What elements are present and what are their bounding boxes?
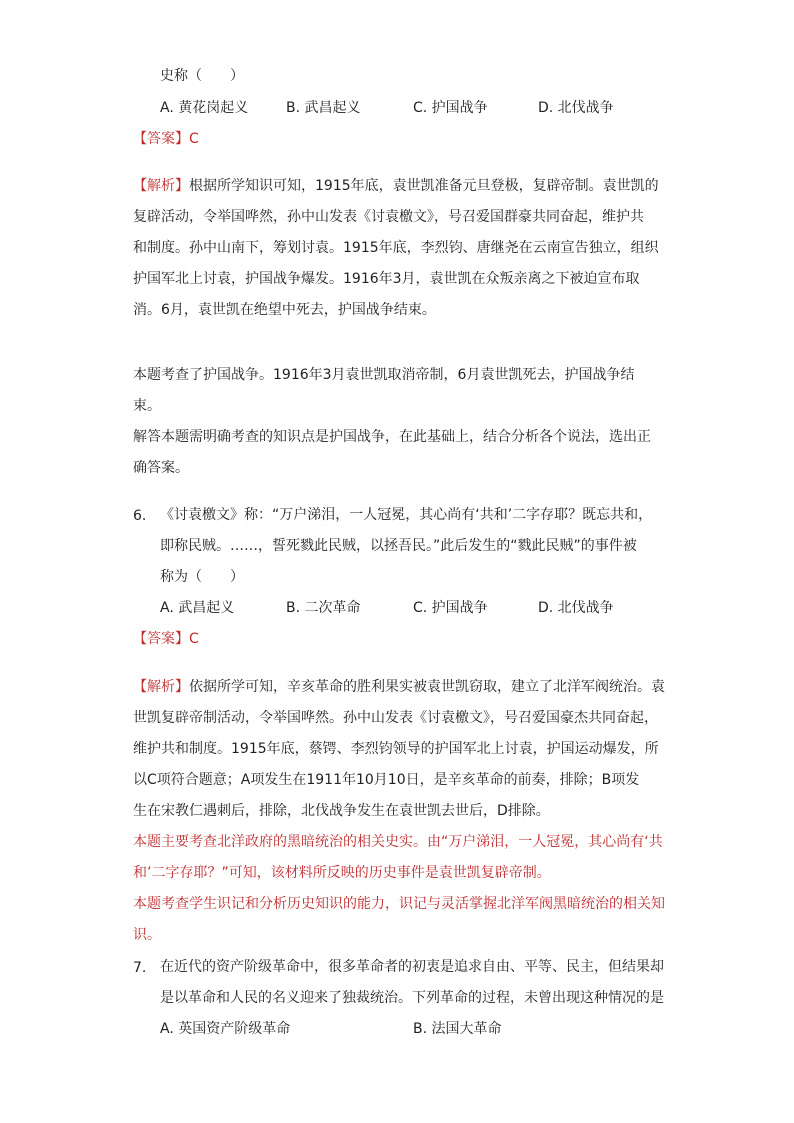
q7-option-b: B. 法国大革命 [413,1021,502,1037]
q6-summary-line-4: 识。 [133,927,161,943]
q6-number: 6. [133,508,147,524]
q6-option-d: D. 北伐战争 [538,600,614,616]
q5-option-a: A. 黄花岗起义 [160,100,249,116]
q6-answer-value: C [189,631,199,647]
q5-summary-line-3: 解答本题需明确考查的知识点是护国战争，在此基础上，结合分析各个说法，选出正 [133,429,651,445]
q6-answer-label: 【答案】 [133,631,189,647]
q5-analysis-label: 【解析】 [133,178,189,194]
q5-analysis-line-4: 护国军北上讨袁，护国战争爆发。1916年3月，袁世凯在众叛亲离之下被迫宣布取 [133,271,640,287]
q6-analysis-line-4: 以C项符合题意；A项发生在1911年10月10日，是辛亥革命的前奏，排除；B项发 [133,772,640,788]
q6-summary-line-3: 本题考查学生识记和分析历史知识的能力，识记与灵活掌握北洋军阀黑暗统治的相关知 [133,896,665,912]
q6-option-b: B. 二次革命 [286,600,361,616]
q6-option-c: C. 护国战争 [413,600,488,616]
q6-stem-line-1: 《讨袁檄文》称：“万户涕泪，一人冠冕，其心尚有‘共和’二字存耶？既忘共和， [160,507,653,523]
q6-analysis-line-5: 生在宋教仁遇刺后，排除，北伐战争发生在袁世凯去世后，D排除。 [133,803,550,819]
q5-answer [133,129,199,149]
q5-answer-label: 【答案】 [133,131,189,147]
q6-summary-line-2: 和’二字存耶？”可知，该材料所反映的历史事件是袁世凯复辟帝制。 [133,865,551,881]
q5-option-d: D. 北伐战争 [538,100,614,116]
q5-answer-value: C [189,131,199,147]
q5-stem-tail: 史称（ ） [160,68,244,84]
q7-number: 7. [133,960,147,976]
q6-analysis-line-1: 【解析】依据所学可知，辛亥革命的胜利果实被袁世凯窃取，建立了北洋军阀统治。袁 [133,679,665,695]
q6-summary-line-1: 本题主要考查北洋政府的黑暗统治的相关史实。由“万户涕泪，一人冠冕，其心尚有‘共 [133,834,663,850]
q5-summary-line-4: 确答案。 [133,460,189,476]
q6-analysis-label: 【解析】 [133,679,189,695]
q6-analysis-line-2: 世凯复辟帝制活动，令举国哗然。孙中山发表《讨袁檄文》，号召爱国豪杰共同奋起， [133,710,658,726]
q6-option-a: A. 武昌起义 [160,600,235,616]
q5-summary-line-1: 本题考查了护国战争。1916年3月袁世凯取消帝制，6月袁世凯死去，护国战争结 [133,367,635,383]
q6-analysis-line-3: 维护共和制度。1915年底，蔡锷、李烈钧领导的护国军北上讨袁，护国运动爆发，所 [133,741,659,757]
q5-analysis-line-5: 消。6月，袁世凯在绝望中死去，护国战争结束。 [133,302,436,318]
q7-option-a: A. 英国资产阶级革命 [160,1021,291,1037]
q7-stem-line-2: 是以革命和人民的名义迎来了独裁统治。下列革命的过程，未曾出现这种情况的是 [160,990,664,1006]
q7-stem-line-1: 在近代的资产阶级革命中，很多革命者的初衷是追求自由、平等、民主，但结果却 [160,959,664,975]
q5-option-b: B. 武昌起义 [286,100,361,116]
q5-analysis-line-1: 【解析】根据所学知识可知，1915年底，袁世凯准备元旦登极，复辟帝制。袁世凯的 [133,178,659,194]
q5-analysis-line-2: 复辟活动，令举国哗然，孙中山发表《讨袁檄文》，号召爱国群豪共同奋起，维护共 [133,209,644,225]
q6-answer [133,629,199,649]
q5-analysis-line-3: 和制度。孙中山南下，筹划讨袁。1915年底，李烈钧、唐继尧在云南宣告独立，组织 [133,240,659,256]
q5-option-c: C. 护国战争 [413,100,488,116]
q6-stem-line-3: 称为（ ） [160,569,244,585]
q5-summary-line-2: 束。 [133,398,161,414]
q6-stem-line-2: 即称民贼。……，誓死戮此民贼，以拯吾民。”此后发生的“戮此民贼”的事件被 [160,538,637,554]
